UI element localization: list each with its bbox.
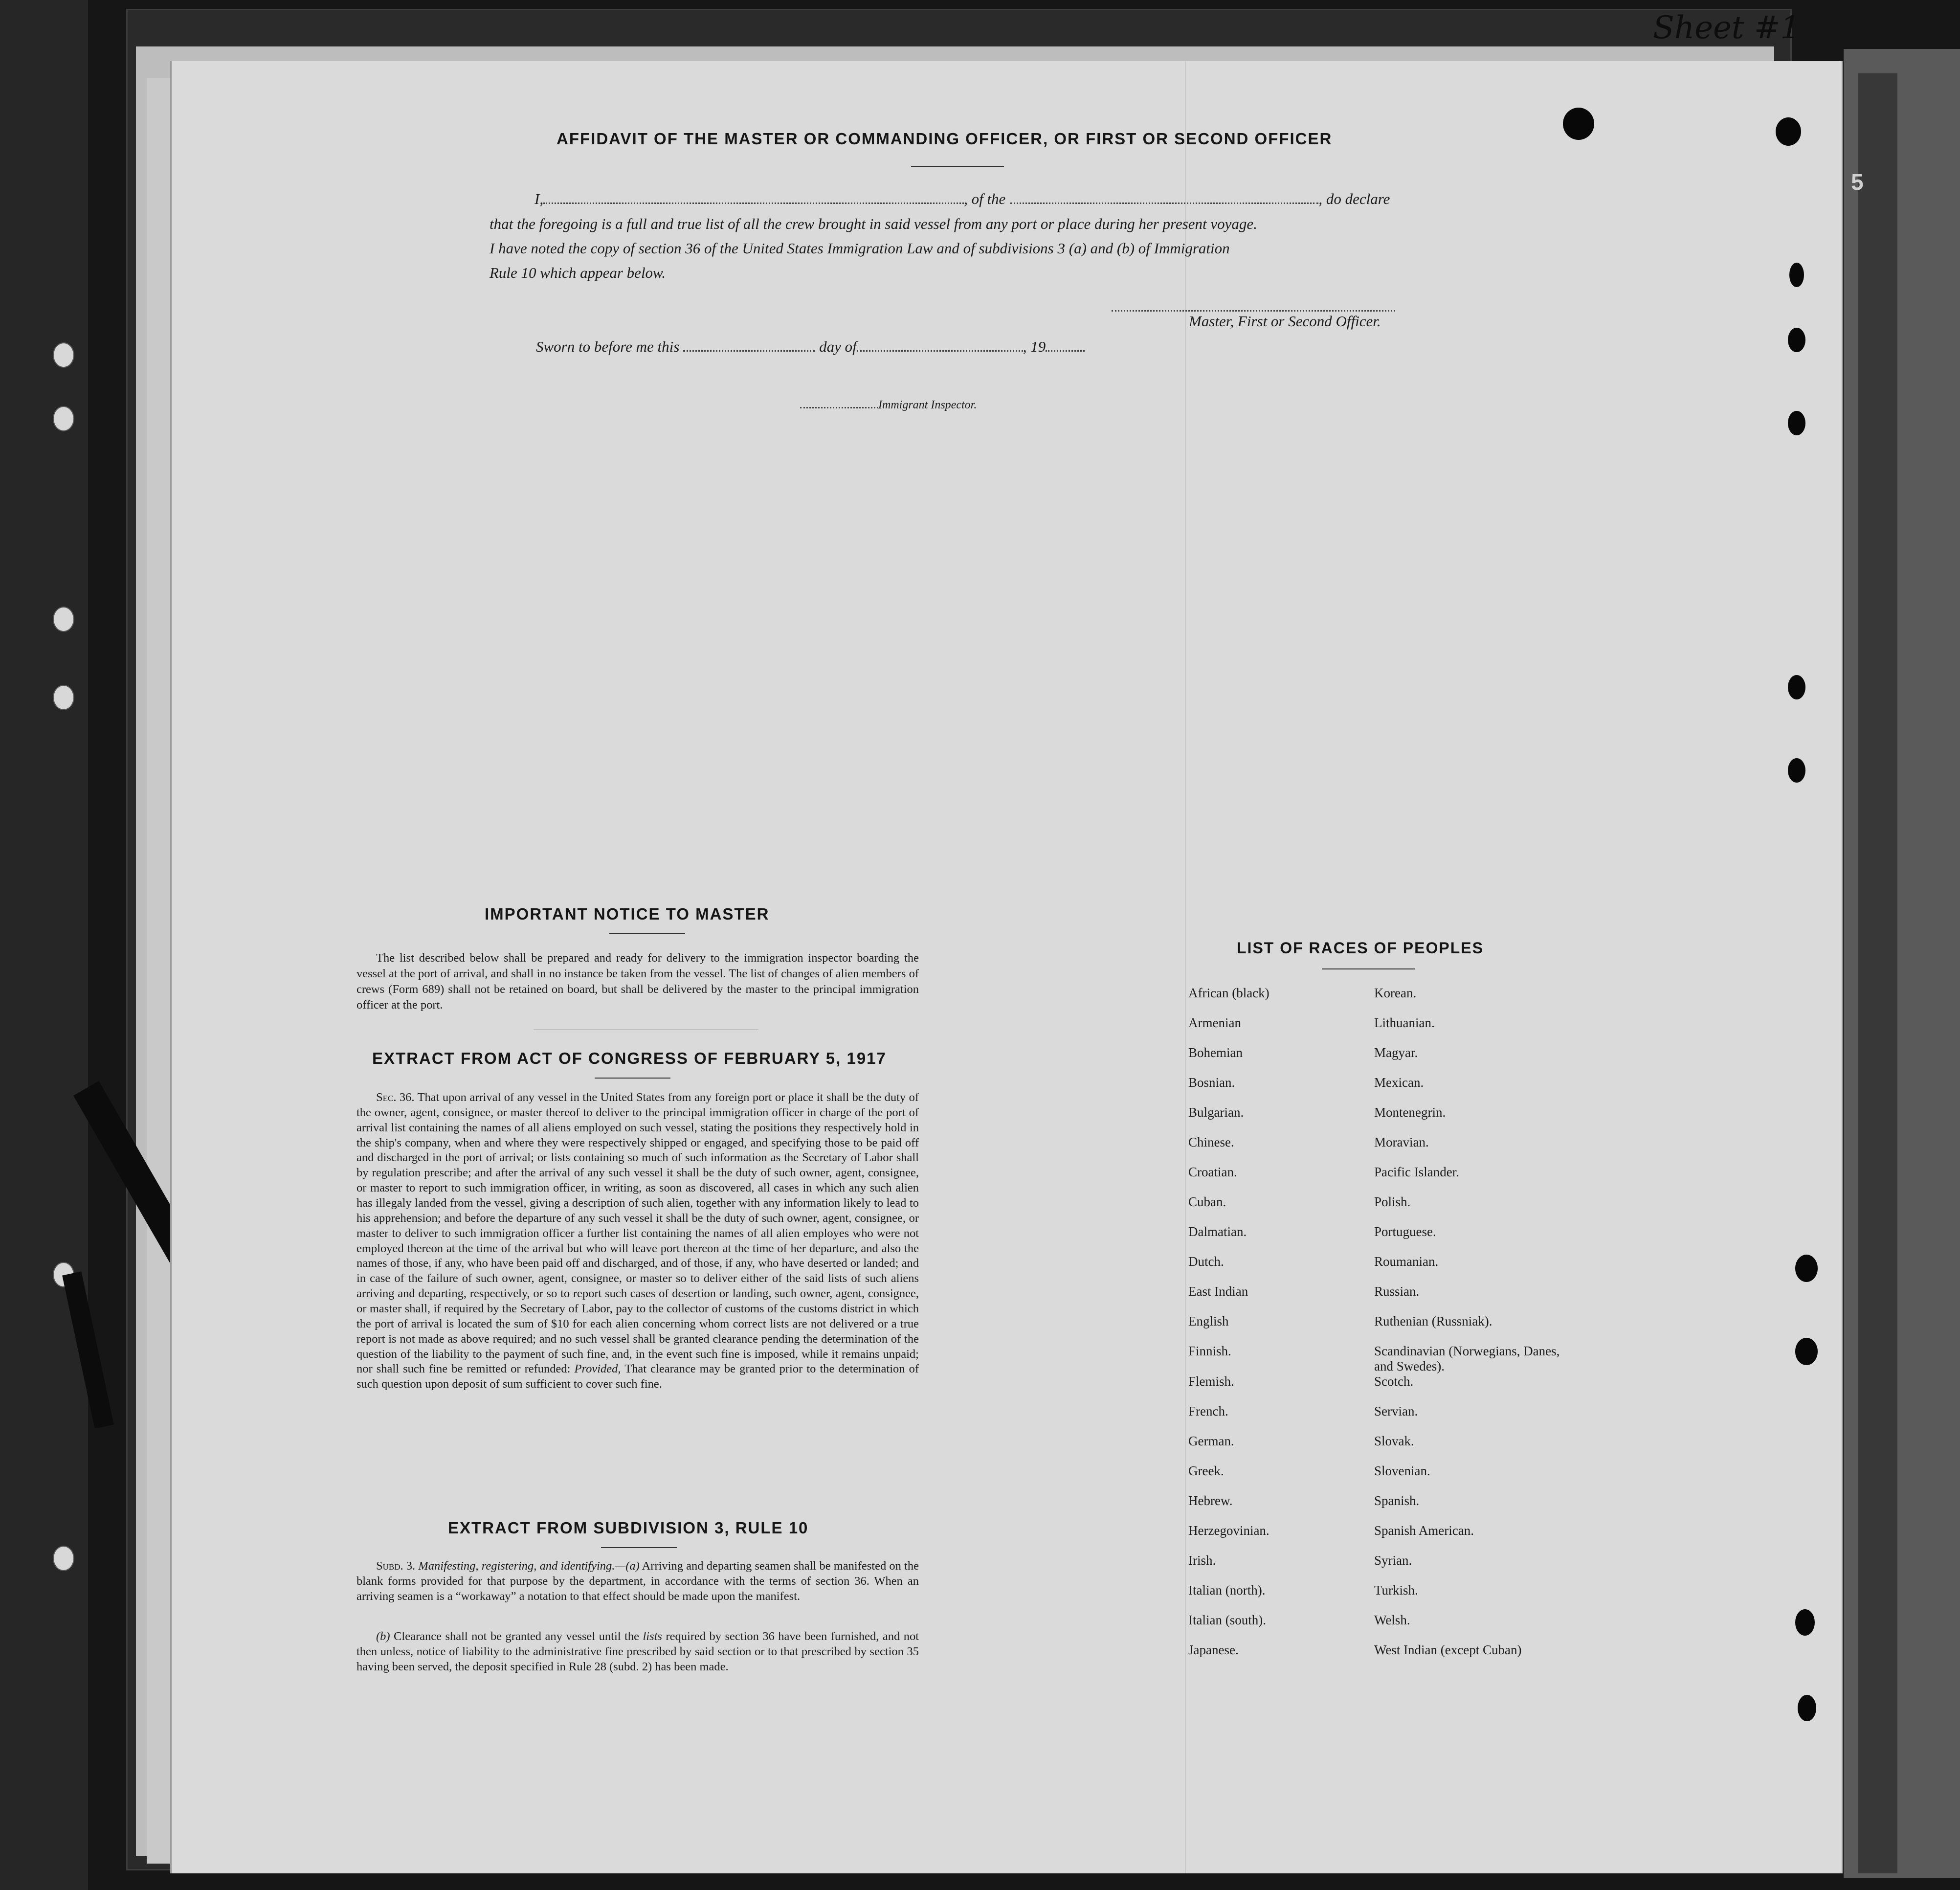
punch-hole <box>1563 108 1594 140</box>
punch-hole <box>1789 263 1804 287</box>
race-entry-left: Hebrew. <box>1188 1493 1233 1508</box>
race-row <box>1179 1493 1570 1523</box>
race-entry-left: Armenian <box>1188 1015 1241 1030</box>
punch-hole <box>1788 675 1805 699</box>
affidavit-title: AFFIDAVIT OF THE MASTER OR COMMANDING OFFICER, OR FIRST OR SECOND OFFICER <box>557 130 1333 148</box>
race-entry-left: East Indian <box>1188 1284 1248 1299</box>
notice-text: The list described below shall be prepared and ready for delivery to the immigration inspector boarding the vessel at the port of arrival, and shall in no instance be taken from the vessel. The list of changes of alien members of crews (Form 689) shall not be retained on board, but shall be delivered by the master to the principal immigration officer at the port. <box>356 951 919 1012</box>
race-entry-left: Bohemian <box>1188 1045 1243 1060</box>
affidavit-line-3: I have noted the copy of section 36 of the United States Immigration Law and of subdivisions 3 (a) and (b) of Immigration <box>490 240 1230 257</box>
provided-label: Provided, <box>574 1362 621 1376</box>
race-entry-left: Herzegovinian. <box>1188 1523 1270 1538</box>
race-entry-right: Servian. <box>1374 1404 1418 1418</box>
race-entry-left: Flemish. <box>1188 1374 1234 1389</box>
race-entry-left: Greek. <box>1188 1463 1224 1478</box>
title-rule <box>911 166 1004 167</box>
punch-hole <box>1798 1695 1816 1721</box>
affidavit-line-4: Rule 10 which appear below. <box>490 264 666 281</box>
rule10-subd-b <box>356 1629 919 1675</box>
right-binding-strip <box>1858 73 1897 1873</box>
affidavit-declare: , do declare <box>1318 190 1390 207</box>
sec-36-text-end: That clearance may be granted prior to the determination of such question upon deposit of sum sufficient to cover such fine. <box>356 1362 919 1391</box>
name-blank <box>543 202 964 204</box>
rule10-title: EXTRACT FROM SUBDIVISION 3, RULE 10 <box>448 1519 809 1537</box>
race-entry-left: Irish. <box>1188 1553 1216 1568</box>
race-entry-left: African (black) <box>1188 986 1270 1000</box>
binder-hole <box>53 342 74 368</box>
race-entry-right: Montenegrin. <box>1374 1105 1446 1120</box>
affidavit-i: I, <box>535 190 544 207</box>
sworn-line <box>536 337 1085 357</box>
race-entry-right: Spanish American. <box>1374 1523 1474 1538</box>
race-row <box>1179 1045 1570 1075</box>
race-entry-left: English <box>1188 1314 1229 1328</box>
month-blank <box>857 350 1023 352</box>
race-row <box>1179 1434 1570 1463</box>
edge-digit: 5 <box>1851 169 1864 195</box>
race-entry-right: Korean. <box>1374 986 1417 1000</box>
race-row <box>1179 1224 1570 1254</box>
race-entry-right: Mexican. <box>1374 1075 1424 1090</box>
race-entry-right: Roumanian. <box>1374 1254 1439 1269</box>
race-entry-left: Italian (south). <box>1188 1613 1266 1627</box>
race-entry-left: Cuban. <box>1188 1194 1226 1209</box>
sworn-label: Sworn to before me this <box>536 338 680 355</box>
race-row <box>1179 1284 1570 1314</box>
race-entry-right: West Indian (except Cuban) <box>1374 1642 1522 1657</box>
rule10-rule <box>601 1547 677 1548</box>
punch-hole <box>1788 328 1805 352</box>
races-rule <box>1322 968 1415 969</box>
subd-b-lists: lists <box>643 1630 662 1643</box>
punch-hole <box>1776 117 1801 146</box>
subd-b-label: (b) <box>376 1630 390 1643</box>
year-blank <box>1046 350 1085 352</box>
master-signature-label: Master, First or Second Officer. <box>1189 313 1381 330</box>
race-entry-right: Scandinavian (Norwegians, Danes, and Swedes). <box>1374 1344 1560 1373</box>
race-entry-right: Ruthenian (Russniak). <box>1374 1314 1492 1328</box>
punch-hole <box>1788 758 1805 783</box>
punch-hole <box>1788 411 1805 435</box>
race-row <box>1179 1314 1570 1344</box>
race-entry-right: Turkish. <box>1374 1583 1418 1598</box>
rule10-subd-a <box>356 1559 919 1604</box>
race-row <box>1179 1344 1570 1374</box>
races-table <box>1179 986 1570 1672</box>
binder-hole <box>53 685 74 710</box>
race-entry-left: German. <box>1188 1434 1234 1448</box>
race-row <box>1179 1553 1570 1583</box>
subd-b-text-1: Clearance shall not be granted any vessel until the <box>394 1630 639 1643</box>
race-entry-left: Italian (north). <box>1188 1583 1266 1598</box>
race-entry-right: Portuguese. <box>1374 1224 1436 1239</box>
year-label: , 19 <box>1023 338 1046 355</box>
vessel-blank <box>1010 202 1318 204</box>
race-row <box>1179 1075 1570 1105</box>
subd-a-text: Arriving and departing seamen shall be manifested on the blank forms provided for that purpose by the department, in accordance with the terms of section 36. When an arriving seamen is a “workaway” a notation to that effect should be made upon the manifest. <box>356 1559 919 1603</box>
race-entry-left: French. <box>1188 1404 1228 1418</box>
notice-rule <box>609 933 685 934</box>
race-entry-left: Japanese. <box>1188 1642 1239 1657</box>
binder-hole <box>53 607 74 632</box>
race-entry-right: Moravian. <box>1374 1135 1429 1149</box>
race-entry-right: Magyar. <box>1374 1045 1418 1060</box>
races-list <box>1179 986 1570 1672</box>
race-entry-right: Slovenian. <box>1374 1463 1430 1478</box>
race-entry-right: Russian. <box>1374 1284 1420 1299</box>
act-rule <box>595 1078 670 1079</box>
race-entry-left: Bosnian. <box>1188 1075 1235 1090</box>
inspector-label: Immigrant Inspector. <box>878 399 977 411</box>
race-entry-left: Bulgarian. <box>1188 1105 1244 1120</box>
sec-label: Sec. 36. <box>376 1091 415 1104</box>
race-entry-right: Pacific Islander. <box>1374 1165 1459 1179</box>
race-entry-right: Polish. <box>1374 1194 1411 1209</box>
day-blank <box>683 350 815 352</box>
subd-heading: Manifesting, registering, and identifying.—(a) <box>418 1559 640 1573</box>
race-row <box>1179 1194 1570 1224</box>
race-row <box>1179 1642 1570 1672</box>
races-title: LIST OF RACES OF PEOPLES <box>1237 939 1484 957</box>
act-section-36 <box>356 1090 919 1392</box>
race-entry-right: Slovak. <box>1374 1434 1414 1448</box>
race-entry-left: Croatian. <box>1188 1165 1237 1179</box>
race-entry-left: Dalmatian. <box>1188 1224 1247 1239</box>
subd-label: Subd. 3. <box>376 1559 416 1573</box>
race-entry-right: Syrian. <box>1374 1553 1412 1568</box>
affidavit-declaration-line <box>490 189 1604 209</box>
race-row <box>1179 1105 1570 1135</box>
document-page <box>170 61 1843 1873</box>
race-row <box>1179 1523 1570 1553</box>
race-entry-right: Lithuanian. <box>1374 1015 1435 1030</box>
race-row <box>1179 1254 1570 1284</box>
sec-36-text: That upon arrival of any vessel in the United States from any foreign port or place it shall be the duty of the owner, agent, consignee, or master thereof to deliver to the principal immigration officer in charge of the port of arrival list containing the names of all aliens employed on such vessel, stating the positions they respectively hold in the ship's company, when and where they were respectively shipped or engaged, and specifying those to be paid off and discharged in the port of arrival; or lists containing so much of such information as the Secretary of Labor shall by regulation prescribe; and after the arrival of any such vessel it shall be the duty of such owner, agent, consignee, or master to report to such immigration officer, in writing, as soon as discovered, all cases in which any such alien has illegaly landed from the vessel, giving a description of such alien, together with any information likely to lead to his apprehension; and before the departure of any such vessel it shall be the duty of such owner, agent, consignee, or master to deliver to such immigration officer a further list containing the names of all alien employes who were not employed thereon at the time of the arrival but who will leave port thereon at the time of her departure, and also the names of those, if any, who have been paid off and discharged, and of those, if any, who have deserted or landed; and in case of the failure of such owner, agent, consignee, or master so to deliver either of the said lists of such aliens arriving and departing, respectively, or so to report such cases of desertion or landing, such owner, agent, consignee, or master shall, if required by the Secretary of Labor, pay to the collector of customs of the customs district in which the port of arrival is located the sum of $10 for each alien concerning whom correct lists are not delivered or a true report is not made as above required; and no such vessel shall be granted clearance pending the determination of the question of the liability to the payment of such fine, and, in the event such fine is imposed, while it remains unpaid; nor shall such fine be remitted or refunded: <box>356 1091 919 1376</box>
affidavit-line-2: that the foregoing is a full and true list of all the crew brought in said vessel from any port or place during her present voyage. <box>490 215 1257 232</box>
race-entry-left: Chinese. <box>1188 1135 1234 1149</box>
punch-hole <box>1795 1255 1818 1282</box>
race-row <box>1179 986 1570 1015</box>
race-entry-right: Welsh. <box>1374 1613 1410 1627</box>
race-row <box>1179 1613 1570 1642</box>
race-entry-left: Finnish. <box>1188 1344 1231 1358</box>
race-row <box>1179 1015 1570 1045</box>
race-row <box>1179 1135 1570 1165</box>
left-page-edge <box>0 0 88 1890</box>
punch-hole <box>1795 1338 1818 1365</box>
inspector-line <box>800 398 977 413</box>
binder-hole <box>53 406 74 431</box>
inspector-blank <box>800 406 878 408</box>
race-row <box>1179 1583 1570 1613</box>
race-entry-left: Dutch. <box>1188 1254 1224 1269</box>
race-entry-right: Scotch. <box>1374 1374 1414 1389</box>
day-of-label: day of <box>819 338 857 355</box>
subd-b-text-2: required by section 36 have been furnished, and not then unless, notice of liability to the administrative fine prescribed by said section or to that prescribed by section 35 having been served, the deposit specified in Rule 28 (subd. 2) has been made. <box>356 1630 919 1673</box>
race-row <box>1179 1374 1570 1404</box>
sheet-number-handwritten: Sheet #1 <box>1653 10 1801 46</box>
race-row <box>1179 1165 1570 1194</box>
race-row <box>1179 1404 1570 1434</box>
affidavit-of-the: , of the <box>964 190 1006 207</box>
binder-hole <box>53 1546 74 1571</box>
race-row <box>1179 1463 1570 1493</box>
act-title: EXTRACT FROM ACT OF CONGRESS OF FEBRUARY 5, 1917 <box>372 1049 887 1067</box>
punch-hole <box>1795 1609 1815 1636</box>
notice-title: IMPORTANT NOTICE TO MASTER <box>485 905 770 923</box>
race-entry-right: Spanish. <box>1374 1493 1420 1508</box>
